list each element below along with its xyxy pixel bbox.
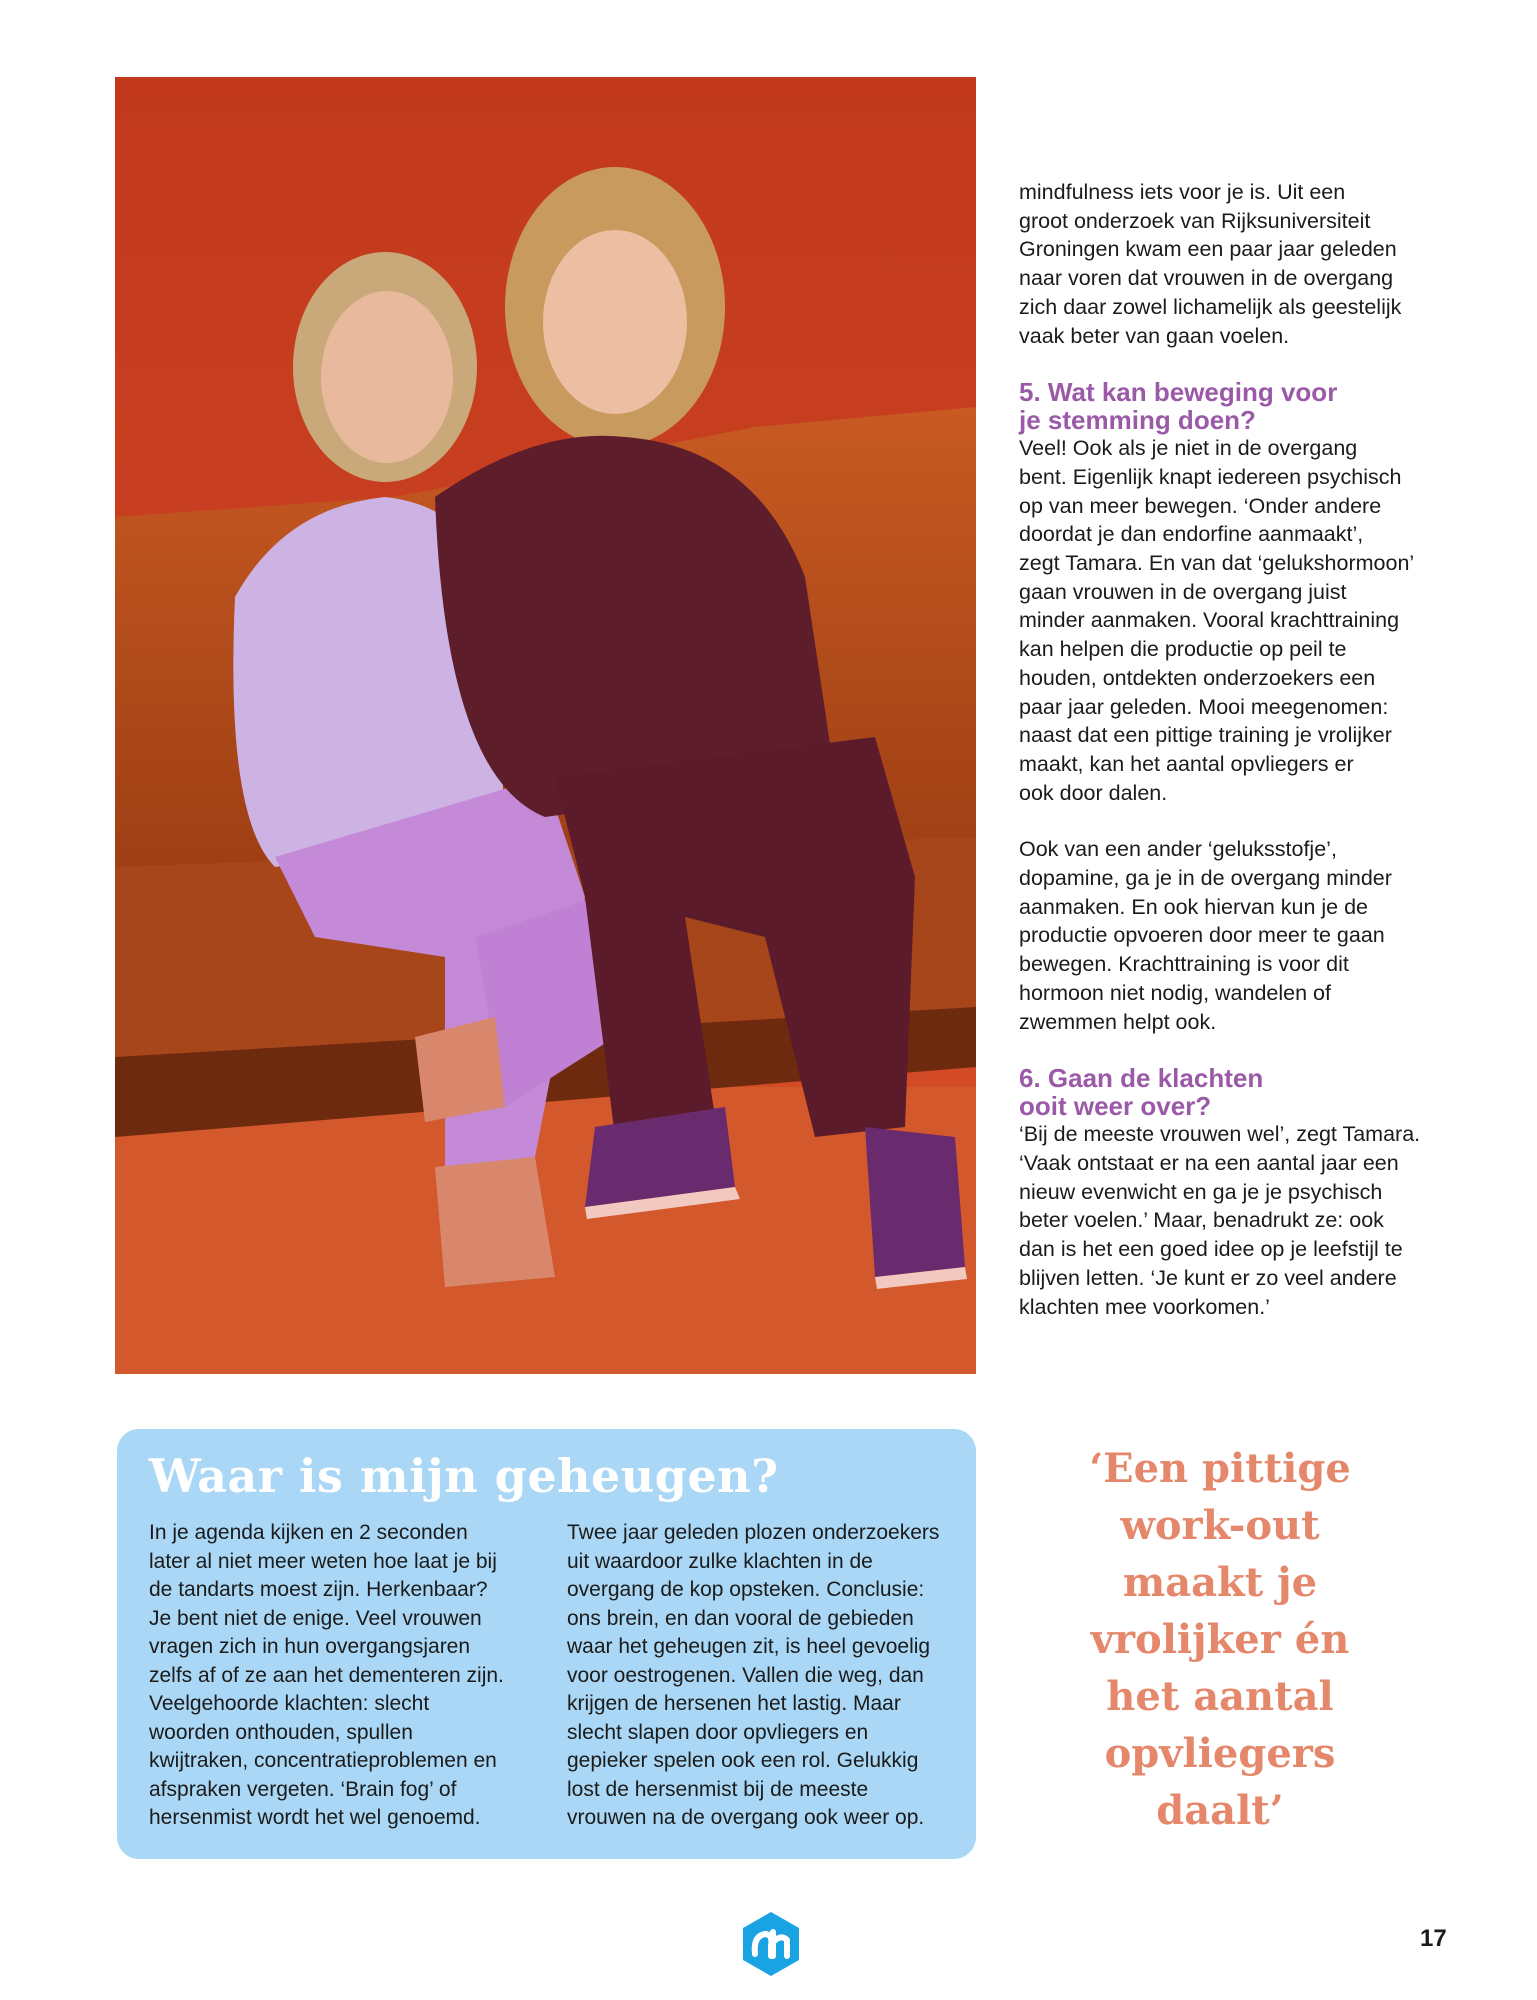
section-5-paragraph-2: Ook van een ander ‘geluksstofje’, dopamine, ga je in de overgang minder aanmaken. En ook hiervan kun je de productie opvoeren door meer te gaan bewegen. Krachttraining is voor dit hormoon niet nodig, wandelen of zwemmen helpt ook. — [1019, 837, 1392, 1034]
woman-right-sneaker-right — [865, 1127, 965, 1277]
section-6-paragraph: ‘Bij de meeste vrouwen wel’, zegt Tamara. ‘Vaak ontstaat er na een aantal jaar een nieuw evenwicht en ga je je psychisch beter voelen.’ Maar, benadrukt ze: ook dan is het een goed idee op je leefstijl te blijven letten. ‘Je kunt er zo veel andere klachten mee voorkomen.’ — [1019, 1122, 1421, 1319]
article-column — [1019, 178, 1439, 1321]
section-6-heading: 6. Gaan de klachten ooit weer over? — [1019, 1063, 1264, 1122]
memory-box-column-right: Twee jaar geleden plozen onderzoekers uit waardoor zulke klachten in de overgang de kop opsteken. Conclusie: ons brein, en dan vooral de gebieden waar het geheugen zit, is heel gevoelig voor oestrogenen. Vallen die weg, dan krijgen de hersenen het lastig. Maar slecht slapen door opvliegers en gepieker spelen ook een rol. Gelukkig lost de hersenmist bij de meeste vrouwen na de overgang ook weer op. — [567, 1521, 940, 1829]
intro-paragraph: mindfulness iets voor je is. Uit een groot onderzoek van Rijksuniversiteit Groningen kwam een paar jaar geleden naar voren dat vrouwen in de overgang zich daar zowel lichamelijk als geestelijk vaak beter van gaan voelen. — [1019, 180, 1402, 348]
woman-left-face — [321, 291, 453, 463]
woman-left-boot — [435, 1157, 555, 1287]
pull-quote: ‘Een pittige work-out maakt je vrolijker én het aantal opvliegers daalt’ — [1089, 1445, 1351, 1834]
memory-info-box — [117, 1429, 976, 1859]
section-5-heading: 5. Wat kan beweging voor je stemming doen? — [1019, 377, 1338, 436]
photo-illustration — [115, 77, 976, 1374]
page-number: 17 — [1420, 1925, 1447, 1952]
section-5-paragraph-1: Veel! Ook als je niet in de overgang bent. Eigenlijk knapt iedereen psychisch op van meer bewegen. ‘Onder andere doordat je dan endorfine aanmaakt’, zegt Tamara. En van dat ‘gelukshormoon’ gaan vrouwen in de overgang juist minder aanmaken. Vooral krachttraining kan helpen die productie op peil te houden, ontdekten onderzoekers een paar jaar geleden. Mooi meegenomen: naast dat een pittige training je vrolijker maakt, kan het aantal opvliegers er ook door dalen. — [1019, 436, 1415, 805]
woman-right-face — [543, 230, 687, 414]
albert-heijn-logo-icon — [737, 1910, 805, 1978]
memory-box-title: Waar is mijn geheugen? — [149, 1449, 779, 1503]
memory-box-column-left: In je agenda kijken en 2 seconden later al niet meer weten hoe laat je bij de tandarts moest zijn. Herkenbaar? Je bent niet de enige. Veel vrouwen vragen zich in hun overgangsjaren zelfs af of ze aan het dementeren zijn. Veelgehoorde klachten: slecht woorden onthouden, spullen kwijtraken, concentratieproblemen en afspraken vergeten. ‘Brain fog’ of hersenmist wordt het wel genoemd. — [149, 1521, 504, 1829]
photo-two-women-on-sofa — [115, 77, 976, 1374]
